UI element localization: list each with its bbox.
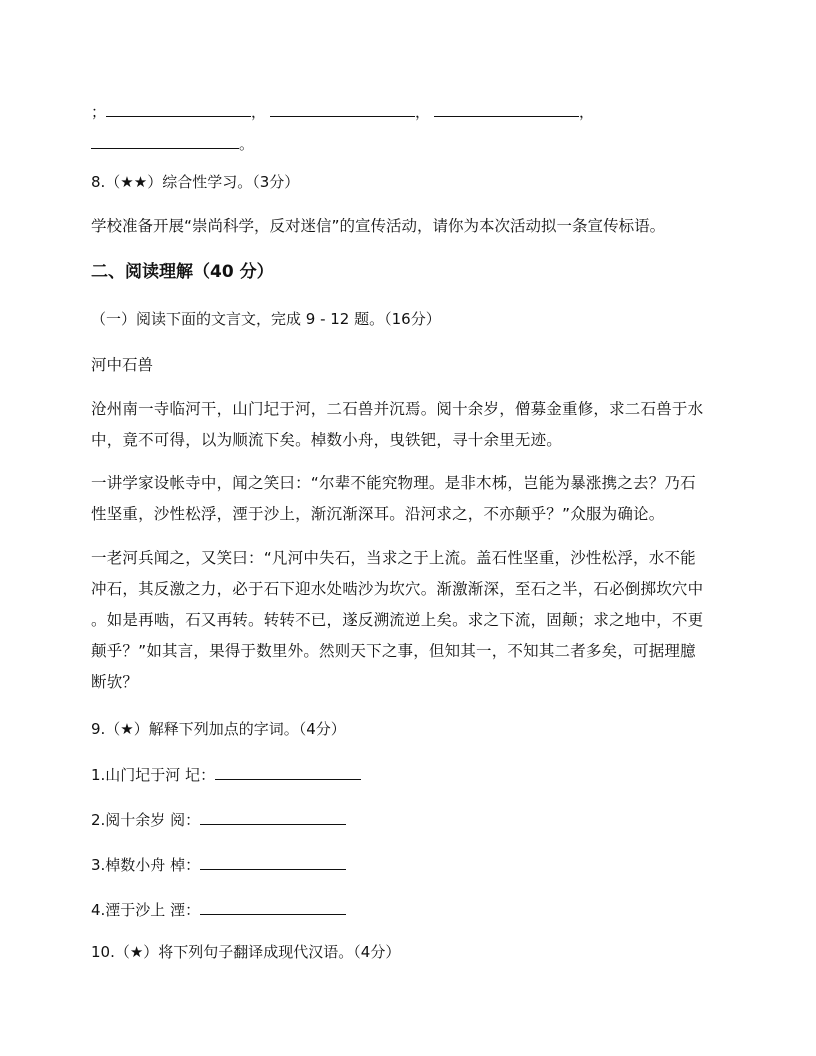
- answer-blank[interactable]: [200, 898, 346, 915]
- passage-paragraph-2: [91, 468, 731, 530]
- section-2-heading: 二、阅读理解（40 分）: [91, 262, 274, 282]
- passage-paragraph-1: [91, 394, 731, 456]
- passage-line: 冲石，其反激之力，必于石下迎水处啮沙为坎穴。渐激渐深，至石之半，石必倒掷坎穴中: [91, 580, 704, 598]
- passage-line: 一老河兵闻之，又笑曰：“凡河中失石，当求之于上流。盖石性坚重，沙性松浮，水不能: [91, 549, 696, 567]
- passage-line: 。如是再啮，石又再转。转转不已，遂反溯流逆上矣。求之下流，固颠；求之地中，不更: [91, 611, 704, 629]
- passage-line: 一讲学家设帐寺中，闻之笑曰：“尔辈不能究物理。是非木柹，岂能为暴涨携之去？乃石: [91, 474, 696, 492]
- comma: ，: [251, 103, 267, 121]
- answer-blanks-line-2: [91, 132, 756, 154]
- passage-title: 河中石兽: [91, 356, 154, 374]
- question-9-item-1: [91, 763, 756, 785]
- answer-blank[interactable]: [91, 132, 239, 149]
- question-9-item-4: [91, 898, 756, 920]
- question-10-title: 10.（★）将下列句子翻译成现代汉语。（4分）: [91, 943, 401, 961]
- passage-line: 中，竟不可得，以为顺流下矣。棹数小舟，曳铁钯，寻十余里无迹。: [91, 431, 563, 449]
- item-prompt: 1.山门圮于河 圮：: [91, 766, 216, 784]
- passage-line: 断欤？: [91, 673, 139, 691]
- question-9-title: 9.（★）解释下列加点的字词。（4分）: [91, 720, 346, 738]
- comma: ，: [579, 103, 595, 121]
- leading-semicolon: ；: [91, 103, 107, 121]
- answer-blank[interactable]: [200, 808, 346, 825]
- passage-line: 颠乎？”如其言，果得于数里外。然则天下之事，但知其一，不知其二者多矣，可据理臆: [91, 642, 696, 660]
- item-prompt: 3.棹数小舟 棹：: [91, 856, 201, 874]
- item-prompt: 4.湮于沙上 湮：: [91, 901, 201, 919]
- answer-blank[interactable]: [215, 763, 361, 780]
- answer-blank[interactable]: [106, 100, 251, 117]
- passage-paragraph-3: [91, 543, 731, 698]
- item-prompt: 2.阅十余岁 阅：: [91, 811, 201, 829]
- question-8-title: 8.（★★）综合性学习。（3分）: [91, 173, 300, 191]
- question-9-item-2: [91, 808, 756, 830]
- passage-line: 沧州南一寺临河干，山门圮于河，二石兽并沉焉。阅十余岁，僧募金重修，求二石兽于水: [91, 400, 704, 418]
- section-2-subheading: （一）阅读下面的文言文，完成 9 - 12 题。（16分）: [91, 310, 441, 328]
- question-8-body: 学校准备开展“崇尚科学，反对迷信”的宣传活动，请你为本次活动拟一条宣传标语。: [91, 217, 666, 235]
- question-9-item-3: [91, 853, 756, 875]
- comma: ，: [415, 103, 431, 121]
- answer-blank[interactable]: [434, 100, 579, 117]
- answer-blank[interactable]: [270, 100, 415, 117]
- answer-blanks-line: [91, 100, 756, 122]
- period: 。: [239, 135, 255, 153]
- answer-blank[interactable]: [200, 853, 346, 870]
- passage-line: 性坚重，沙性松浮，湮于沙上，渐沉渐深耳。沿河求之，不亦颠乎？”众服为确论。: [91, 505, 665, 523]
